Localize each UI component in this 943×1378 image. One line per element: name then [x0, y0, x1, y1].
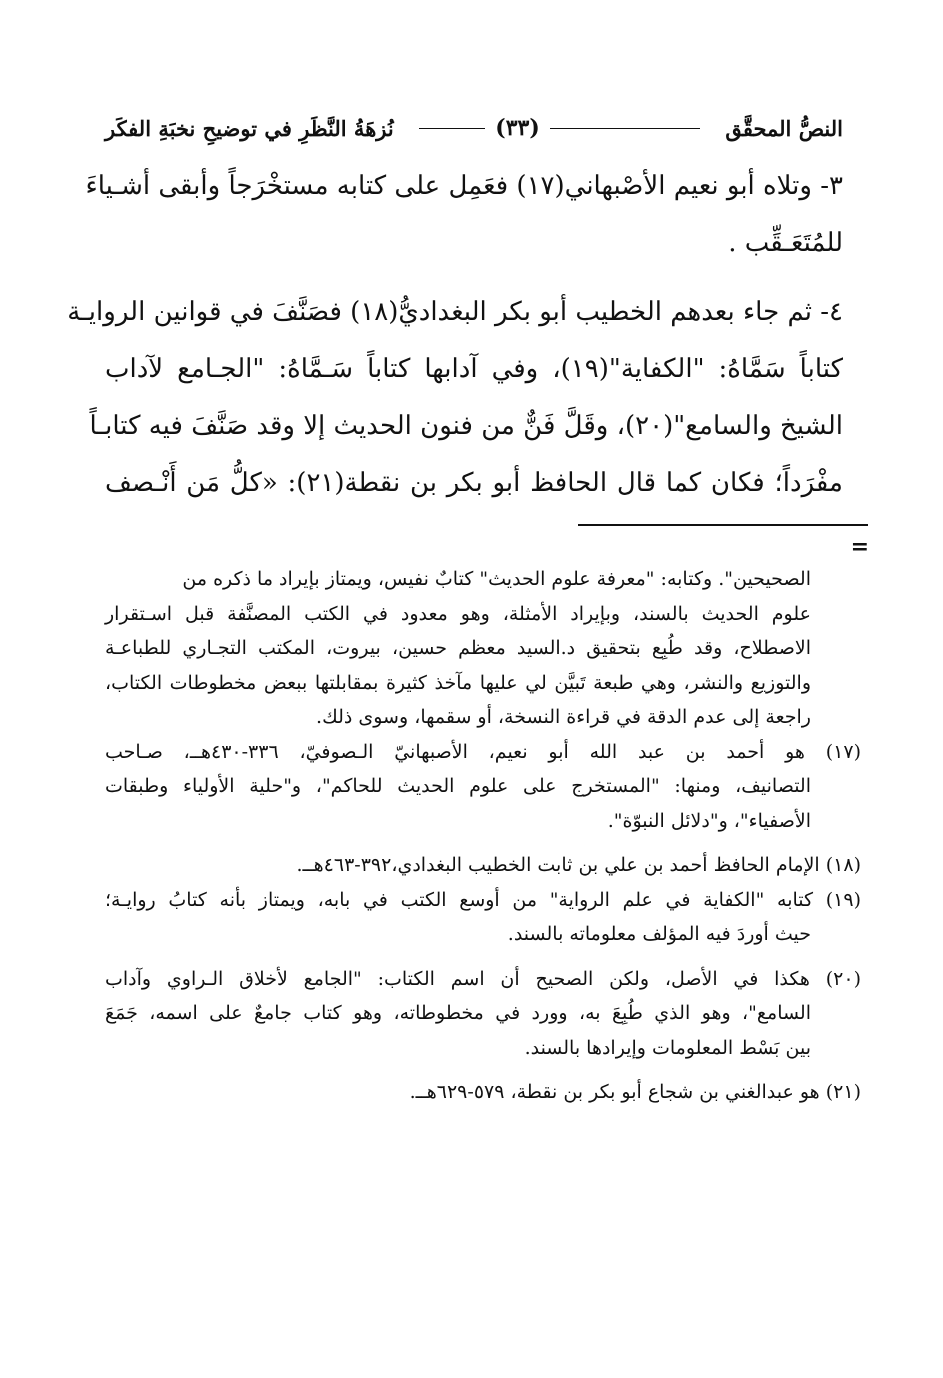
main-text — [67, 158, 843, 512]
footnote-line: الصحيحين". وكتابه: "معرفة علوم الحديث" كتابٌ نفيس، ويمتاز بإيراد ما ذكره من — [182, 568, 811, 590]
footnote-line: الاصطلاح، وقد طُبِع بتحقيق د.السيد معظم حسين، بيروت، المكتب التجـاري للطباعـة — [105, 637, 811, 659]
footnote-line: السامع"، وهو الذي طُبِعَ به، وورد في مخطوطاته، وهو كتاب جامعٌ على اسمه، جَمَعَ — [105, 1002, 811, 1024]
header-rule-left — [419, 128, 485, 129]
footnote-line: الأصفياء"، و"دلائل النبوّة". — [607, 809, 811, 832]
page-number: (٣٣) — [495, 115, 540, 141]
footnote-line: والتوزيع والنشر، وهي طبعة تَبيَّن لي عليها مآخذ كثيرة بمقابلتها ببعض مخطوطات الكتاب، — [105, 671, 811, 694]
footnotes — [105, 562, 861, 1110]
continuation-mark: = — [850, 534, 869, 560]
main-line: مفْرَداً؛ فكان كما قال الحافظ أبو بكر بن نقطة(٢١): «كلُّ مَن أَنْـصف — [105, 468, 843, 498]
footnote-17: (١٧) هو أحمد بن عبد الله أبو نعيم، الأصبهانيّ الـصوفيّ، ٣٣٦-٤٣٠هــ، صـاحب — [105, 740, 861, 763]
header-book-title: نُزهَةُ النَّظَرِ في توضيحِ نخبَةِ الفكَر — [105, 115, 394, 141]
main-line: ٣- وتلاه أبو نعيم الأصْبهاني(١٧) فعَمِل على كتابه مستخْرَجاً وأبقى أشـياءَ — [85, 171, 843, 201]
footnote-line: بين بَسْط المعلومات وإيرادها بالسند. — [524, 1036, 811, 1059]
footnote-line: التصانيف، ومنها: "المستخرج على علوم الحديث للحاكم"، و"حلية الأولياء وطبقات — [105, 775, 811, 797]
running-header — [105, 108, 843, 148]
main-line: للمُتَعَـقِّب . — [728, 228, 843, 258]
footnote-20: (٢٠) هكذا في الأصل، ولكن الصحيح أن اسم الكتاب: "الجامع لأخلاق الـراوي وآداب — [105, 967, 861, 990]
main-line: ٤- ثم جاء بعدهم الخطيب أبو بكر البغداديُّ(١٨) فصَنَّفَ في قوانين الروايـة — [67, 297, 843, 327]
main-line: الشيخ والسامع"(٢٠)، وقَلَّ فَنٌّ من فنون الحديث إلا وقد صَنَّفَ فيه كتابـاً — [89, 411, 843, 441]
footnote-line: راجعة إلى عدم الدقة في قراءة النسخة، أو سقمها، وسوى ذلك. — [316, 706, 811, 728]
main-line: كتاباً سَمَّاهُ: "الكفاية"(١٩)، وفي آدابها كتاباً سَـمَّاهُ: "الجـامع لآداب — [105, 354, 843, 384]
header-center — [419, 115, 699, 141]
footnote-line: علوم الحديث بالسند، وبإيراد الأمثلة، وهو معدود في الكتب المصنَّفة قبل اسـتقرار — [105, 602, 811, 625]
footnote-19: (١٩) كتابه "الكفاية في علم الرواية" من أوسع الكتب في بابه، ويمتاز بأنه كتابُ روايـة؛ — [105, 888, 861, 911]
footnote-21: (٢١) هو عبدالغني بن شجاع أبو بكر بن نقطة، ٥٧٩-٦٢٩هــ. — [409, 1081, 861, 1103]
header-section-title: النصُّ المحقَّق — [725, 115, 843, 141]
footnote-separator — [578, 524, 868, 526]
header-rule-right — [550, 128, 700, 129]
footnote-18: (١٨) الإمام الحافظ أحمد بن علي بن ثابت الخطيب البغدادي،٣٩٢-٤٦٣هــ. — [296, 854, 861, 876]
footnote-line: حيث أوردَ فيه المؤلف معلوماته بالسند. — [507, 923, 811, 945]
